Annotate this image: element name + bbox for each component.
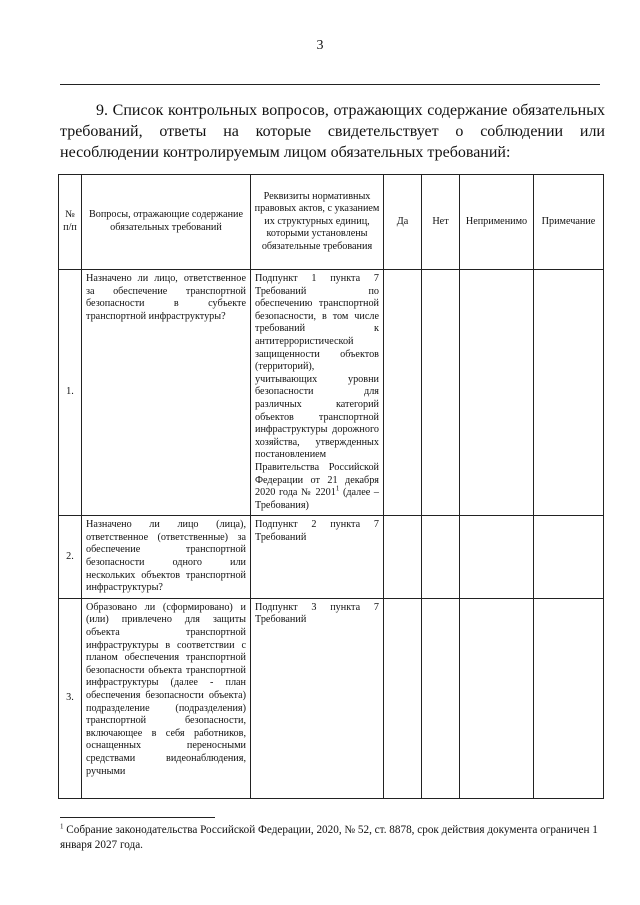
answer-na-cell[interactable] — [460, 598, 534, 798]
header-num: № п/п — [59, 175, 82, 270]
reference-tail: (далее – Требования) — [255, 487, 379, 511]
row-reference — [251, 270, 384, 516]
answer-yes-cell[interactable] — [384, 598, 422, 798]
row-number: 3. — [59, 598, 82, 798]
reference-text: Подпункт 1 пункта 7 Требований по обеспечению транспортной безопасности, в том числе требований к антитеррористической защищенности объектов (территорий), учитывающих уровни безопасности для различных категорий объектов транспортной инфраструктуры дорожного хозяйства, утвержденных постановлением Правительства Российской Федерации от 21 декабря 2020 года № 2201 — [255, 273, 379, 499]
page-number: 3 — [316, 38, 324, 53]
table-row — [59, 516, 604, 599]
header-question: Вопросы, отражающие содержание обязательных требований — [82, 175, 251, 270]
header-no: Нет — [422, 175, 460, 270]
note-cell[interactable] — [534, 270, 604, 516]
footnote-text: Собрание законодательства Российской Федерации, 2020, № 52, ст. 8878, срок действия документа ограничен 1 января 2027 года. — [60, 824, 598, 851]
answer-no-cell[interactable] — [422, 598, 460, 798]
table-row — [59, 598, 604, 798]
table-row — [59, 270, 604, 516]
section-heading: 9. Список контрольных вопросов, отражающих содержание обязательных требований, ответы на которые свидетельствует о соблюдении или несоблюдении контролируемым лицом обязательных требований: — [60, 102, 605, 161]
answer-na-cell[interactable] — [460, 516, 534, 599]
header-yes: Да — [384, 175, 422, 270]
footnote-mark: 1 — [60, 822, 64, 831]
footnote — [60, 823, 605, 853]
row-reference: Подпункт 2 пункта 7 Требований — [251, 516, 384, 599]
row-question: Образовано ли (сформировано) и (или) привлечено для защиты объекта транспортной инфраструктуры в соответствии с планом обеспечения транспортной безопасности объекта транспортной инфраструктуры (далее - план обеспечения безопасности объекта) подразделение (подразделения) транспортной безопасности, включающее в себя работников, оснащенных переносными средствами видеонаблюдения, ручными — [82, 598, 251, 798]
header-divider — [60, 84, 600, 85]
footnote-divider — [60, 817, 215, 818]
row-reference: Подпункт 3 пункта 7 Требований — [251, 598, 384, 798]
row-number: 1. — [59, 270, 82, 516]
row-question: Назначено ли лицо (лица), ответственное (ответственные) за обеспечение транспортной безопасности одного или нескольких объектов транспортной инфраструктуры? — [82, 516, 251, 599]
answer-yes-cell[interactable] — [384, 516, 422, 599]
answer-no-cell[interactable] — [422, 270, 460, 516]
header-reference: Реквизиты нормативных правовых актов, с указанием их структурных единиц, которыми установлены обязательные требования — [251, 175, 384, 270]
table-header-row — [59, 175, 604, 270]
row-question: Назначено ли лицо, ответственное за обеспечение транспортной безопасности в субъекте транспортной инфраструктуры? — [82, 270, 251, 516]
answer-no-cell[interactable] — [422, 516, 460, 599]
footnote-ref-mark: 1 — [335, 484, 340, 493]
checklist-table — [58, 174, 604, 799]
row-number: 2. — [59, 516, 82, 599]
header-not-applicable: Неприменимо — [460, 175, 534, 270]
header-note: Примечание — [534, 175, 604, 270]
note-cell[interactable] — [534, 516, 604, 599]
answer-yes-cell[interactable] — [384, 270, 422, 516]
answer-na-cell[interactable] — [460, 270, 534, 516]
note-cell[interactable] — [534, 598, 604, 798]
